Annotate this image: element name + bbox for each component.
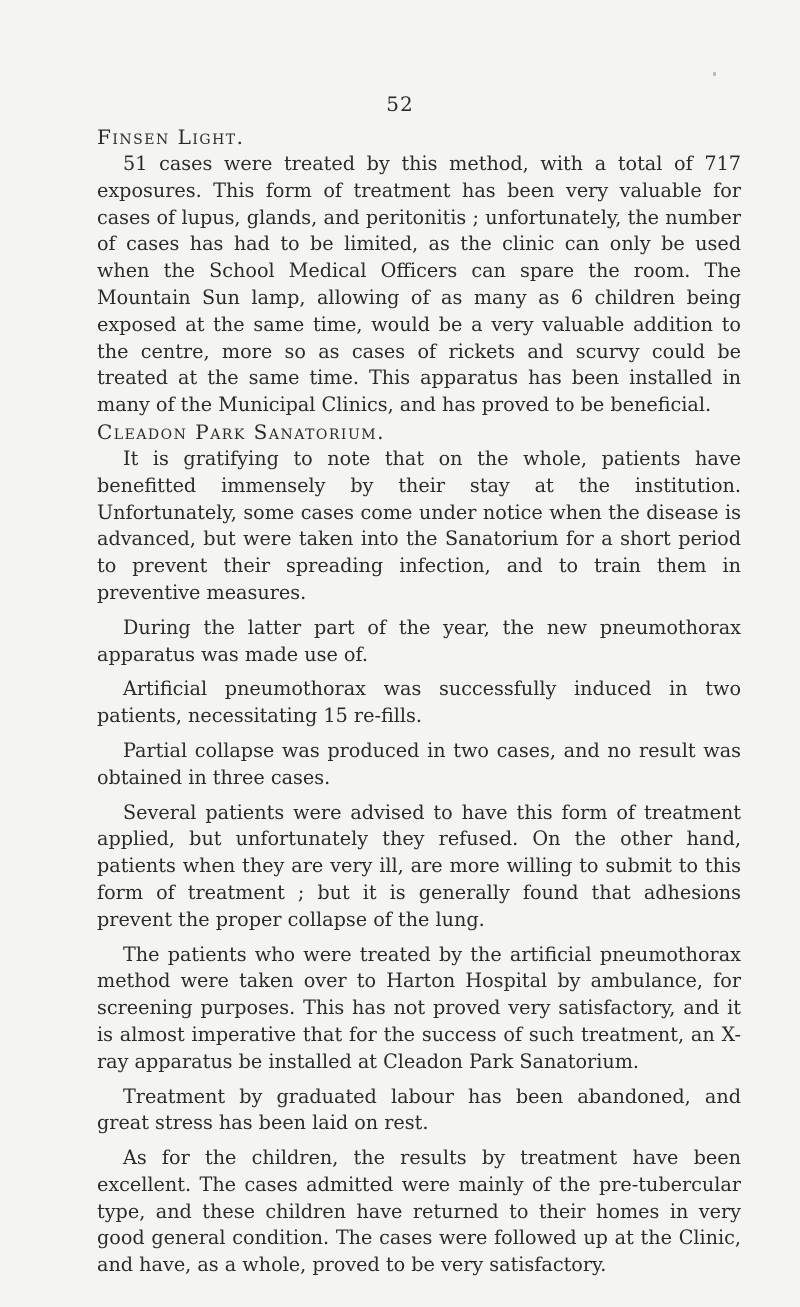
paragraph-children-results: As for the children, the results by treatment have been excellent. The cases admitted were mainly of the pre-tubercular type, and these children have returned to their homes in very good general condition. The cases were followed up at the Clinic, and have, as a whole, proved to be very satisfactory. [97,1146,741,1277]
page-number: 52 [386,92,414,116]
paragraph-patients-refused: Several patients were advised to have this form of treatment applied, but unfortunately they refused. On the other hand, patients when they are very ill, are more willing to submit to this form of treatment ; but it is generally found that adhesions prevent the proper collapse of the lung. [97,800,741,931]
document-body [97,124,741,1279]
paragraph-gap [97,792,741,800]
paragraph-partial-collapse: Partial collapse was produced in two cases, and no result was obtained in three cases. [97,738,741,789]
paragraph-sanatorium-benefit: It is gratifying to note that on the whole, patients have benefitted immensely by their stay at the institution. Unfortunately, some cases come under notice when the disease is advanced, but were taken into the Sanatorium for a short period to prevent their spreading infection, and to train them in preventive measures. [97,446,741,604]
paragraph-gap [97,1076,741,1084]
paragraph-pneumothorax-apparatus: During the latter part of the year, the new pneumothorax apparatus was made use of. [97,615,741,666]
paragraph-graduated-labour: Treatment by graduated labour has been abandoned, and great stress has been laid on rest. [97,1084,741,1135]
paragraph-finsen-light: 51 cases were treated by this method, with a total of 717 exposures. This form of treatment has been very valuable for cases of lupus, glands, and peritonitis ; unfortunately, the number of cases has had to be limited, as the clinic can only be used when the School Medical Officers can spare the room. The Mountain Sun lamp, allowing of as many as 6 children being exposed at the same time, would be a very valuable addition to the centre, more so as cases of rickets and scurvy could be treated at the same time. This apparatus has been installed in many of the Municipal Clinics, and has proved to be beneficial. [97,152,741,417]
paragraph-gap [97,1137,741,1145]
section-heading-cleadon-park: Cleadon Park Sanatorium. [97,419,385,444]
print-speck [713,72,716,76]
paragraph-gap [97,607,741,615]
paragraph-gap [97,934,741,942]
paragraph-gap [97,730,741,738]
paragraph-artificial-pneumothorax: Artificial pneumothorax was successfully induced in two patients, necessitating 15 re-fills. [97,677,741,728]
paragraph-harton-hospital: The patients who were treated by the artificial pneumothorax method were taken over to Harton Hospital by ambulance, for screening purposes. This has not proved very satisfactory, and it is almost imperative that for the success of such treatment, an X-ray apparatus be installed at Cleadon Park Sanatorium. [97,942,741,1073]
paragraph-gap [97,668,741,676]
section-heading-finsen-light: Finsen Light. [97,125,245,149]
